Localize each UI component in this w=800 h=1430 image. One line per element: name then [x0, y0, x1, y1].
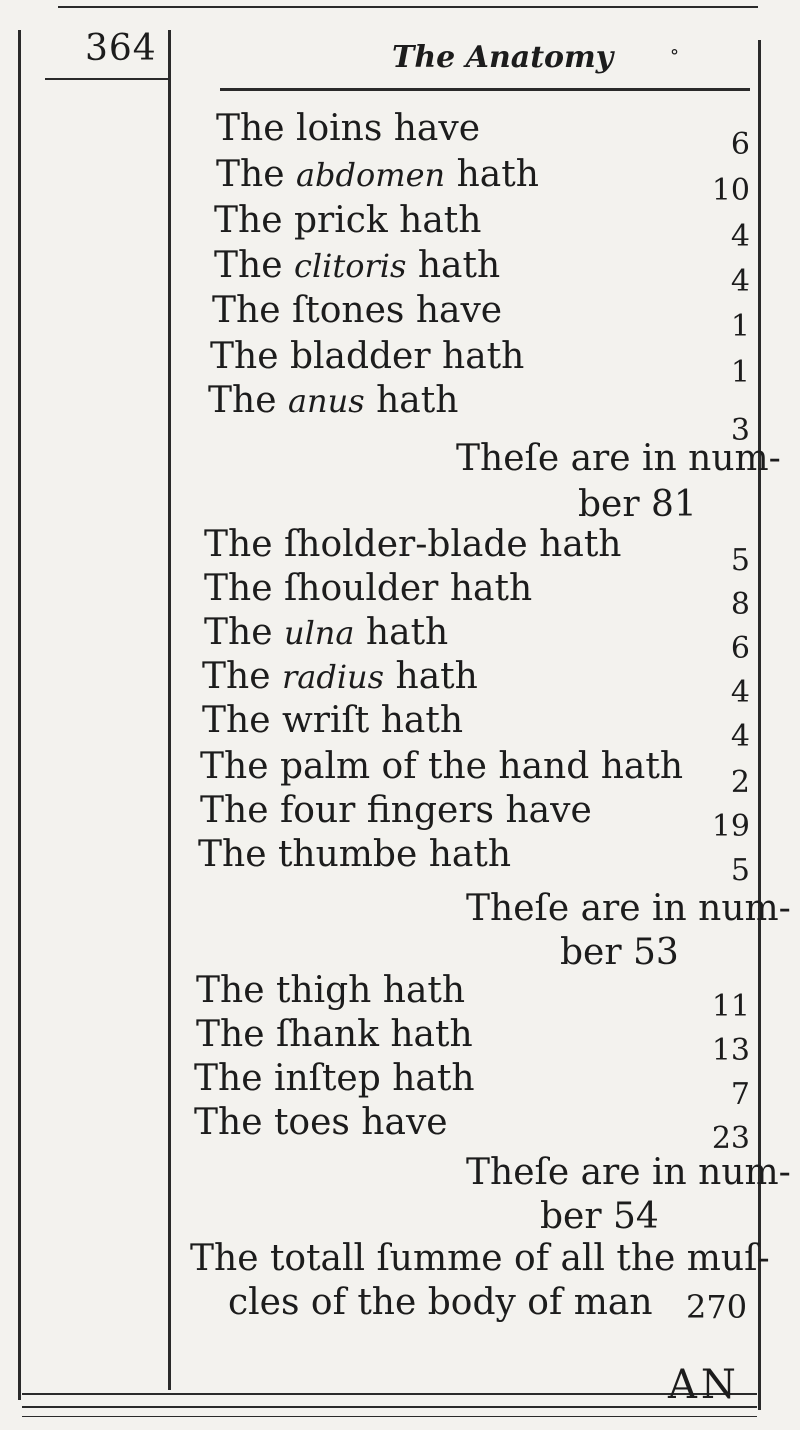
muscle-count: 5: [730, 543, 750, 578]
muscle-entry: The radius hath 4: [0, 654, 760, 700]
muscle-entry: The clitoris hath 4: [0, 243, 760, 289]
muscle-entry: The abdomen hath 10: [0, 152, 760, 198]
muscle-entry: The ſtones have 1: [0, 288, 760, 334]
muscle-entry: The wriſt hath 4: [0, 698, 760, 744]
muscle-count: 2: [730, 765, 750, 800]
page-number: 364: [85, 28, 157, 69]
muscle-entry: The inſtep hath 7: [0, 1056, 760, 1102]
muscle-count: 1: [730, 355, 750, 390]
muscle-count: 5: [730, 853, 750, 888]
muscle-entry: The loins have 6: [0, 106, 760, 152]
muscle-entry: The palm of the hand hath 2: [0, 744, 760, 790]
muscle-count: 23: [711, 1121, 750, 1156]
subtotal-line: ber 54: [540, 1196, 659, 1237]
muscle-count: 6: [730, 631, 750, 666]
muscle-count: 13: [711, 1033, 750, 1068]
running-head: The Anatomy: [392, 40, 614, 75]
muscle-count: 3: [730, 413, 750, 448]
muscle-entry: The thigh hath 11: [0, 968, 760, 1014]
subtotal-line: Theſe are in num-: [456, 438, 781, 479]
folio-rule: [45, 78, 170, 80]
muscle-count: 4: [730, 675, 750, 710]
muscle-entry: The toes have 23: [0, 1100, 760, 1146]
muscle-count: 8: [730, 587, 750, 622]
bottom-rule: [22, 1393, 757, 1395]
subtotal-line: ber 81: [578, 484, 697, 525]
muscle-entry: The prick hath 4: [0, 198, 760, 244]
muscle-count: 4: [730, 219, 750, 254]
total-line: cles of the body of man: [228, 1282, 653, 1323]
muscle-entry: The ſhoulder hath 8: [0, 566, 760, 612]
catchword: AN: [668, 1362, 740, 1408]
bottom-rule: [22, 1416, 757, 1417]
muscle-count: 4: [730, 719, 750, 754]
muscle-entry: The four fingers have 19: [0, 788, 760, 834]
muscle-count: 6: [730, 127, 750, 162]
muscle-count: 7: [730, 1077, 750, 1112]
muscle-count: 10: [711, 173, 750, 208]
muscle-entry: The thumbe hath 5: [0, 832, 760, 878]
running-head-rule: [220, 88, 750, 91]
muscle-count: 19: [711, 809, 750, 844]
muscle-entry: The ſhank hath 13: [0, 1012, 760, 1058]
subtotal-line: ber 53: [560, 932, 679, 973]
muscle-count: 4: [730, 264, 750, 299]
subtotal-line: Theſe are in num-: [466, 1152, 791, 1193]
ink-dot: °: [670, 46, 679, 67]
muscle-count: 1: [730, 309, 750, 344]
muscle-entry: The ſholder-blade hath 5: [0, 522, 760, 568]
muscle-count: 11: [711, 989, 750, 1024]
bottom-rule: [22, 1406, 757, 1408]
top-rule: [58, 6, 758, 8]
muscle-entry: The ulna hath 6: [0, 610, 760, 656]
total-line: The totall ſumme of all the muſ-: [190, 1238, 770, 1279]
total-count: 270: [686, 1288, 748, 1326]
muscle-entry: The anus hath 3: [0, 378, 760, 424]
subtotal-line: Theſe are in num-: [466, 888, 791, 929]
muscle-entry: The bladder hath 1: [0, 334, 760, 380]
